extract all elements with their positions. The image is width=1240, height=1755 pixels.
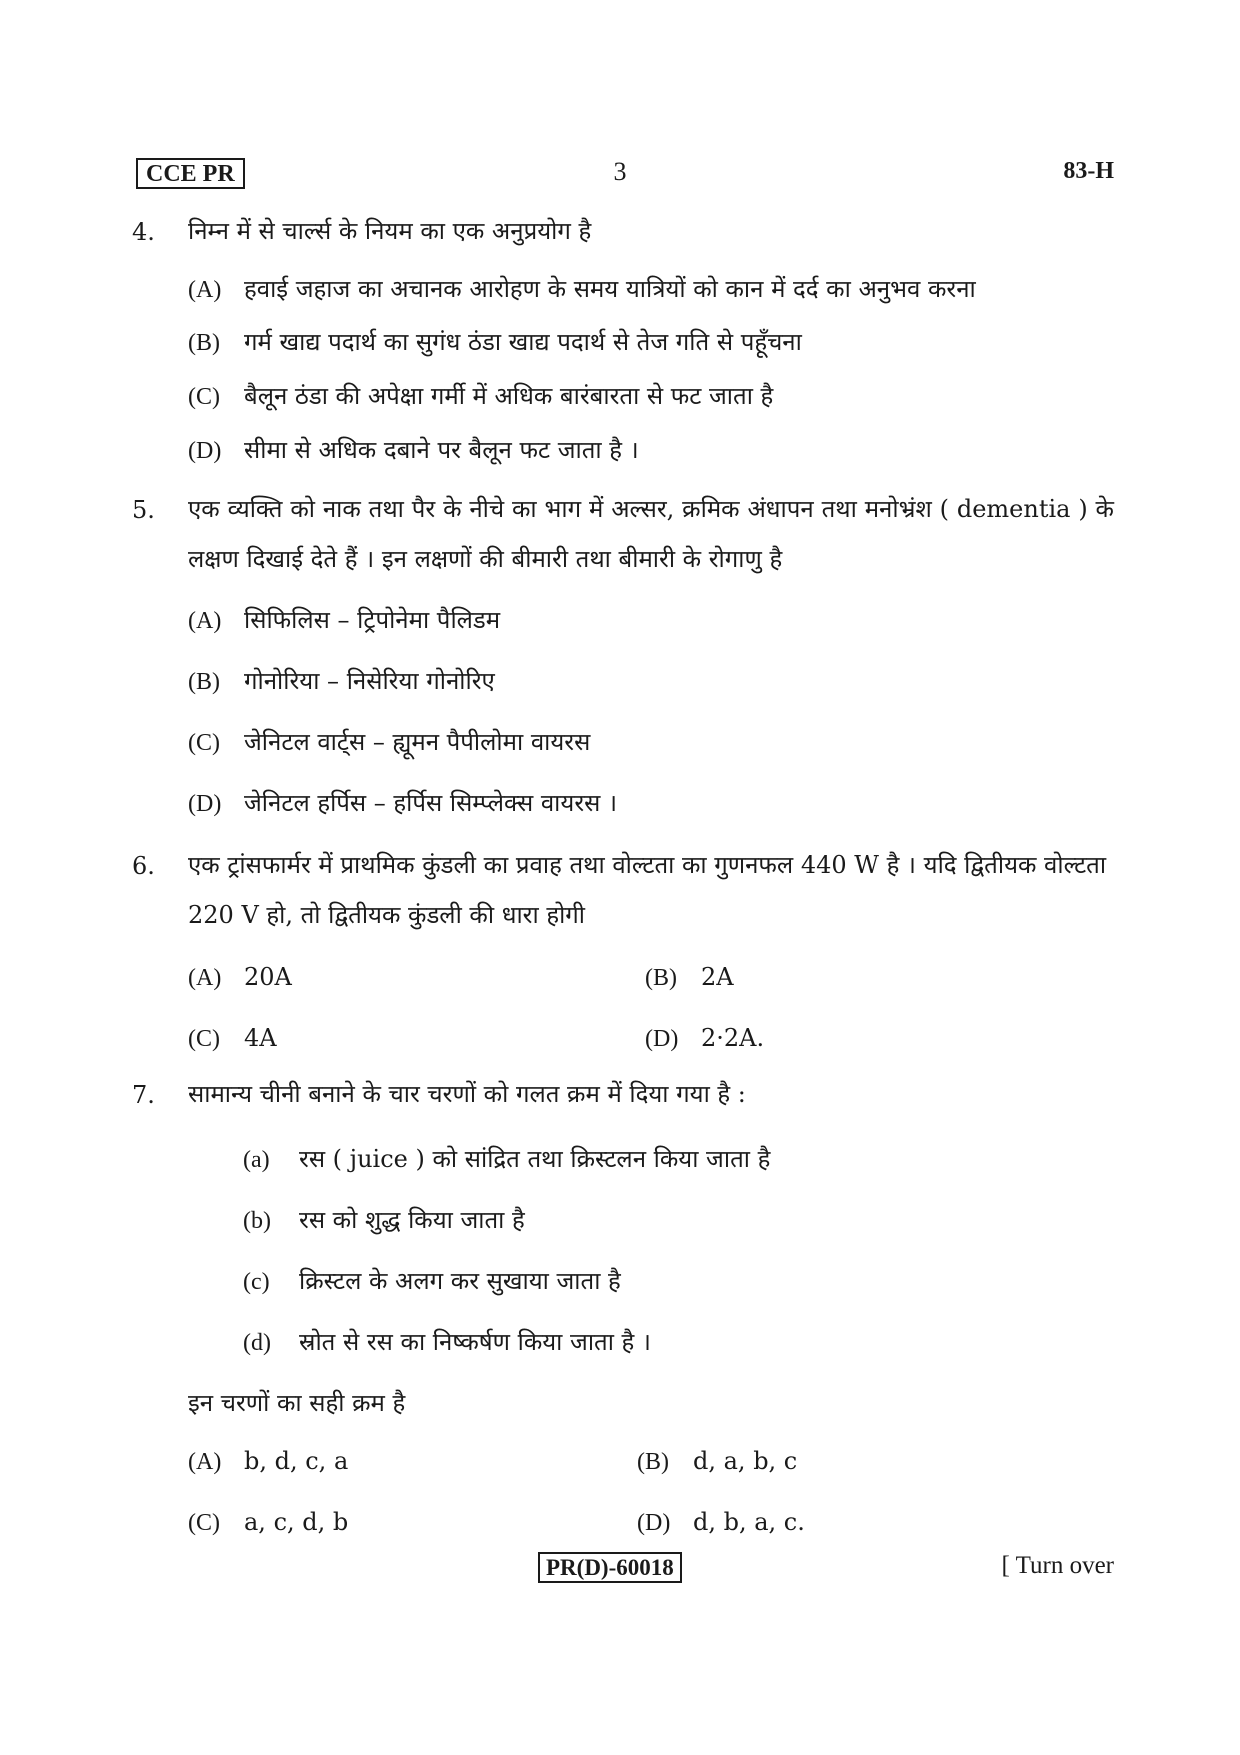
option-text: बैलून ठंडा की अपेक्षा गर्मी में अधिक बारंबारता से फट जाता है [244,382,774,410]
option-text: d, a, b, c [693,1447,798,1475]
step-text: रस को शुद्ध किया जाता है [299,1206,525,1234]
question-5-option-c [188,725,590,758]
turn-over-text: [ Turn over [1001,1552,1114,1579]
question-7-option-a [188,1447,348,1476]
option-text: सिफिलिस – ट्रिपोनेमा पैलिडम [244,606,501,634]
option-label: (B) [188,669,220,695]
option-text: 4A [244,1024,277,1052]
option-text: सीमा से अधिक दबाने पर बैलून फट जाता है । [244,436,639,464]
option-text: 2A [701,963,734,991]
question-7-step-a [243,1142,770,1175]
option-label: (D) [188,438,222,464]
question-5-number: 5. [132,496,155,524]
step-label: (c) [243,1269,270,1295]
step-label: (d) [243,1330,271,1356]
question-5-text: एक व्यक्ति को नाक तथा पैर के नीचे का भाग में अल्सर, क्रमिक अंधापन तथा मनोभ्रंश ( dementia ) के लक्षण दिखाई देते हैं । इन लक्षणों की बीमारी तथा बीमारी के रोगाणु है [188,495,1114,573]
question-6-number: 6. [132,852,155,880]
option-text: d, b, a, c. [693,1508,805,1536]
question-5-option-b [188,664,495,697]
option-label: (C) [188,1510,220,1536]
question-7-step-b [243,1203,525,1236]
page-number: 3 [613,157,627,186]
question-7-option-b [637,1447,797,1476]
option-text: गर्म खाद्य पदार्थ का सुगंध ठंडा खाद्य पदार्थ से तेज गति से पहूँचना [244,328,802,356]
option-label: (D) [645,1026,679,1052]
option-label: (A) [188,608,222,634]
option-label: (A) [188,277,222,303]
step-label: (b) [243,1208,271,1234]
question-7-number: 7. [132,1081,155,1109]
option-text: b, d, c, a [244,1447,349,1475]
question-6-option-a [188,963,292,992]
question-6-text: एक ट्रांसफार्मर में प्राथमिक कुंडली का प्रवाह तथा वोल्टता का गुणनफल 440 W है । यदि द्वितीयक वोल्टता 220 V हो, तो द्वितीयक कुंडली की धारा होगी [188,851,1107,929]
step-text: क्रिस्टल के अलग कर सुखाया जाता है [299,1267,621,1295]
question-4-option-d [188,433,639,466]
question-5-option-a [188,603,500,636]
footer-code: PR(D)-60018 [538,1552,682,1583]
question-4-option-b [188,325,802,358]
question-6-option-c [188,1024,277,1053]
question-7-step-c [243,1264,621,1297]
option-label: (B) [637,1449,669,1475]
question-4-option-a [188,272,976,305]
step-text: रस ( juice ) को सांद्रित तथा क्रिस्टलन किया जाता है [299,1145,771,1173]
option-text: जेनिटल हर्पिस – हर्पिस सिम्प्लेक्स वायरस । [244,789,618,817]
option-label: (C) [188,730,220,756]
question-4-text: निम्न में से चार्ल्स के नियम का एक अनुप्रयोग है [188,217,592,245]
question-6-option-b [645,963,734,992]
option-label: (D) [637,1510,671,1536]
question-4-option-c [188,379,773,412]
option-label: (C) [188,1026,220,1052]
question-7-option-d [637,1508,805,1537]
step-text: स्रोत से रस का निष्कर्षण किया जाता है । [299,1328,652,1356]
question-6-option-d [645,1024,764,1053]
option-label: (B) [645,965,677,991]
step-label: (a) [243,1147,270,1173]
option-label: (A) [188,965,222,991]
option-text: गोनोरिया – निसेरिया गोनोरिए [244,667,495,695]
option-label: (D) [188,791,222,817]
header-code: CCE PR [136,158,245,189]
option-label: (A) [188,1449,222,1475]
question-5-option-d [188,786,617,819]
option-label: (B) [188,330,220,356]
option-text: a, c, d, b [244,1508,349,1536]
paper-code: 83-H [1063,158,1114,184]
option-label: (C) [188,384,220,410]
option-text: 20A [244,963,292,991]
question-7-text: सामान्य चीनी बनाने के चार चरणों को गलत क्रम में दिया गया है : [188,1080,746,1108]
question-7-prompt: इन चरणों का सही क्रम है [188,1389,406,1417]
question-7-option-c [188,1508,348,1537]
option-text: 2·2A. [701,1024,765,1052]
option-text: हवाई जहाज का अचानक आरोहण के समय यात्रियों को कान में दर्द का अनुभव करना [244,275,976,303]
question-7-step-d [243,1325,651,1358]
question-4-number: 4. [132,218,155,246]
option-text: जेनिटल वार्ट्स – ह्यूमन पैपीलोमा वायरस [244,728,591,756]
